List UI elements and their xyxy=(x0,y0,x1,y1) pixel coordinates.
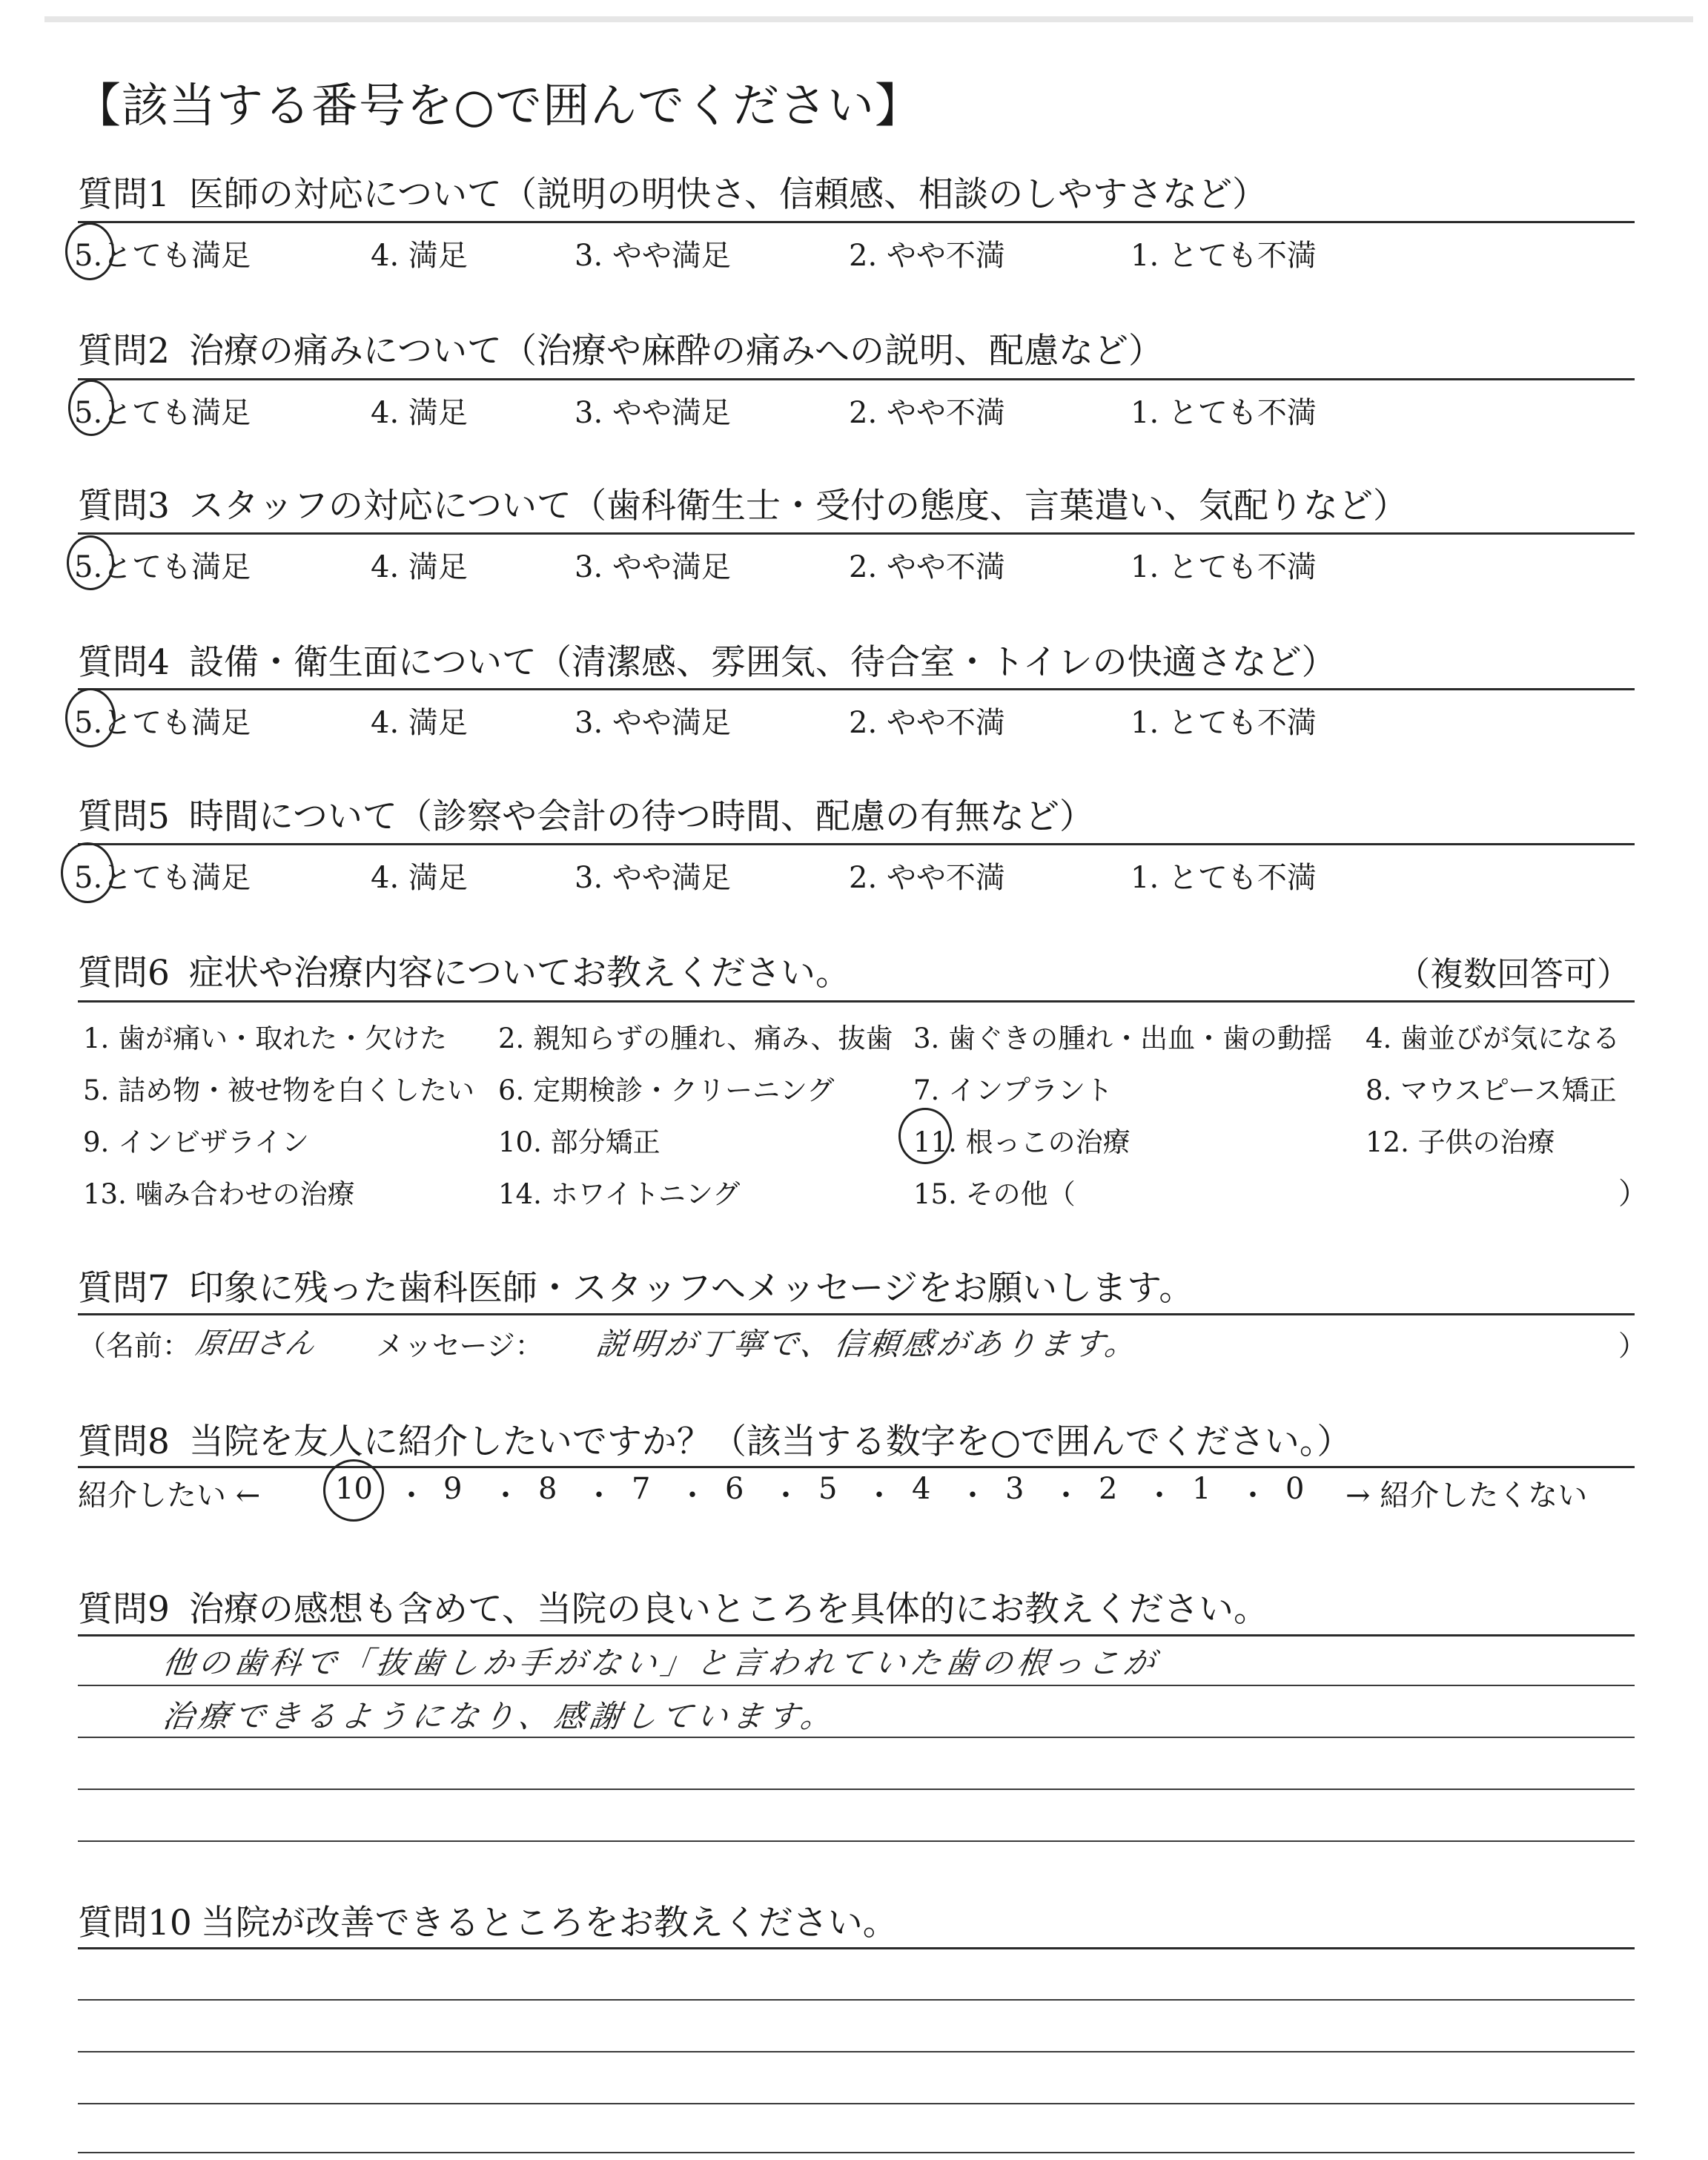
rating-option-5[interactable]: 5.とても満足 xyxy=(74,396,251,430)
rating-option-3[interactable]: 3. やや満足 xyxy=(575,239,731,273)
rating-option-2[interactable]: 2. やや不満 xyxy=(849,550,1005,584)
answer-line xyxy=(78,2152,1635,2153)
treatment-item[interactable]: 13. 噛み合わせの治療 xyxy=(83,1178,355,1210)
scale-separator: ・ xyxy=(864,1479,894,1513)
scale-option-8[interactable]: 8 xyxy=(538,1472,557,1506)
question-divider xyxy=(78,221,1635,223)
scale-separator: ・ xyxy=(678,1479,707,1513)
treatment-item[interactable]: 14. ホワイトニング xyxy=(498,1178,741,1210)
rating-option-2[interactable]: 2. やや不満 xyxy=(849,396,1005,430)
page-top-border xyxy=(44,16,1693,22)
question-5 xyxy=(78,789,1094,839)
question-1 xyxy=(78,167,1267,217)
question-8 xyxy=(78,1414,1351,1464)
scale-separator: ・ xyxy=(1051,1479,1081,1513)
treatment-item[interactable]: 10. 部分矯正 xyxy=(498,1126,661,1158)
rating-option-1[interactable]: 1. とても不満 xyxy=(1131,861,1317,895)
message-value[interactable]: 説明が丁寧で、信頼感があります。 xyxy=(594,1326,1142,1362)
scale-separator: ・ xyxy=(1145,1479,1174,1513)
rating-option-3[interactable]: 3. やや満足 xyxy=(575,550,731,584)
rating-option-5[interactable]: 5.とても満足 xyxy=(74,239,251,273)
scale-option-10[interactable]: 10 xyxy=(335,1472,373,1506)
other-close-paren: ） xyxy=(1618,1177,1648,1211)
question-text: 治療の痛みについて（治療や麻酔の痛みへの説明、配慮など） xyxy=(188,331,1164,371)
message-close-paren: ） xyxy=(1618,1330,1647,1362)
rating-option-5[interactable]: 5.とても満足 xyxy=(74,861,251,895)
answer-line xyxy=(78,1999,1635,2001)
question-label: 質問4 xyxy=(78,642,170,683)
selection-circle xyxy=(68,380,114,436)
rating-option-3[interactable]: 3. やや満足 xyxy=(575,861,731,895)
question-4 xyxy=(78,635,1337,684)
scale-option-5[interactable]: 5 xyxy=(818,1472,838,1506)
question-divider xyxy=(78,688,1635,690)
rating-option-4[interactable]: 4. 満足 xyxy=(371,396,468,430)
scale-separator: ・ xyxy=(958,1479,987,1513)
question-label: 質問2 xyxy=(78,331,170,371)
scale-option-2[interactable]: 2 xyxy=(1099,1472,1118,1506)
question-6 xyxy=(78,945,850,995)
rating-option-1[interactable]: 1. とても不満 xyxy=(1131,396,1317,430)
rating-option-1[interactable]: 1. とても不満 xyxy=(1131,550,1317,584)
question-label: 質問5 xyxy=(78,796,170,837)
question-label: 質問6 xyxy=(78,953,170,994)
selection-circle xyxy=(61,842,114,903)
name-value[interactable]: 原田さん xyxy=(193,1327,317,1361)
rating-option-4[interactable]: 4. 満足 xyxy=(371,706,468,740)
scale-separator: ・ xyxy=(397,1479,426,1513)
question-divider xyxy=(78,378,1635,380)
question-label: 質問3 xyxy=(78,486,170,526)
scale-option-7[interactable]: 7 xyxy=(632,1472,651,1506)
question-label: 質問10 xyxy=(78,1903,192,1943)
treatment-item[interactable]: 4. 歯並びが気になる xyxy=(1366,1023,1621,1054)
question-text: 症状や治療内容についてお教えください。 xyxy=(188,953,850,994)
treatment-item[interactable]: 12. 子供の治療 xyxy=(1366,1126,1555,1158)
question-text: 治療の感想も含めて、当院の良いところを具体的にお教えください。 xyxy=(188,1589,1268,1630)
question-text: 時間について（診察や会計の待つ時間、配慮の有無など） xyxy=(188,796,1094,837)
question-text: 設備・衛生面について（清潔感、雰囲気、待合室・トイレの快適さなど） xyxy=(188,642,1337,683)
treatment-item[interactable]: 15. その他（ xyxy=(913,1178,1076,1210)
scale-right-label: → 紹介したくない xyxy=(1345,1479,1588,1513)
question-text: 当院を友人に紹介したいですか？（該当する数字を○で囲んでください。） xyxy=(188,1421,1352,1462)
question-10 xyxy=(78,1895,898,1945)
scale-separator: ・ xyxy=(771,1479,801,1513)
treatment-item[interactable]: 11. 根っこの治療 xyxy=(913,1126,1131,1158)
question-label: 質問7 xyxy=(78,1268,170,1309)
question-divider xyxy=(78,843,1635,845)
answer-line xyxy=(78,2051,1635,2052)
question-text: 印象に残った歯科医師・スタッフへメッセージをお願いします。 xyxy=(188,1268,1194,1309)
scale-option-6[interactable]: 6 xyxy=(725,1472,744,1506)
answer-text-line[interactable]: 他の歯科で「抜歯しか手がない」と言われていた歯の根っこが xyxy=(160,1645,1162,1681)
answer-line xyxy=(78,1737,1635,1738)
rating-option-2[interactable]: 2. やや不満 xyxy=(849,239,1005,273)
question-divider xyxy=(78,1000,1635,1003)
treatment-item[interactable]: 2. 親知らずの腫れ、痛み、抜歯 xyxy=(498,1023,893,1054)
rating-option-1[interactable]: 1. とても不満 xyxy=(1131,239,1317,273)
question-divider xyxy=(78,532,1635,535)
selection-circle xyxy=(65,222,114,280)
page-title: 【該当する番号を○で囲んでください】 xyxy=(74,79,922,133)
treatment-item[interactable]: 5. 詰め物・被せ物を白くしたい xyxy=(83,1074,475,1106)
rating-option-5[interactable]: 5.とても満足 xyxy=(74,706,251,740)
answer-line xyxy=(78,1840,1635,1842)
answer-line xyxy=(78,1685,1635,1686)
answer-line xyxy=(78,1789,1635,1790)
scale-option-4[interactable]: 4 xyxy=(912,1472,931,1506)
question-3 xyxy=(78,478,1408,528)
rating-option-4[interactable]: 4. 満足 xyxy=(371,550,468,584)
treatment-item[interactable]: 1. 歯が痛い・取れた・欠けた xyxy=(83,1023,448,1054)
treatment-item[interactable]: 8. マウスピース矯正 xyxy=(1366,1074,1617,1106)
name-label: （名前： xyxy=(78,1330,191,1362)
question-9 xyxy=(78,1582,1268,1631)
scale-separator: ・ xyxy=(1238,1479,1268,1513)
question-divider xyxy=(78,1466,1635,1468)
rating-option-3[interactable]: 3. やや満足 xyxy=(575,396,731,430)
rating-option-4[interactable]: 4. 満足 xyxy=(371,861,468,895)
selection-circle xyxy=(67,535,114,590)
question-divider xyxy=(78,1313,1635,1315)
answer-line xyxy=(78,2103,1635,2104)
question-label: 質問8 xyxy=(78,1421,170,1462)
question-label: 質問1 xyxy=(78,174,170,215)
question-text: 医師の対応について（説明の明快さ、信頼感、相談のしやすさなど） xyxy=(188,174,1268,215)
question-text: 当院が改善できるところをお教えください。 xyxy=(200,1903,898,1943)
question-2 xyxy=(78,323,1163,373)
question-divider xyxy=(78,1634,1635,1636)
question-label: 質問9 xyxy=(78,1589,170,1630)
message-row xyxy=(78,1323,1647,1367)
rating-option-2[interactable]: 2. やや不満 xyxy=(849,861,1005,895)
answer-text-line[interactable]: 治療できるようになり、感謝しています。 xyxy=(160,1698,839,1734)
treatment-item[interactable]: 9. インビザライン xyxy=(83,1126,309,1158)
question-divider xyxy=(78,1947,1635,1949)
rating-option-1[interactable]: 1. とても不満 xyxy=(1131,706,1317,740)
scale-option-9[interactable]: 9 xyxy=(443,1472,463,1506)
multiple-answers-note: （複数回答可） xyxy=(1396,954,1630,994)
rating-option-5[interactable]: 5.とても満足 xyxy=(74,550,251,584)
rating-option-4[interactable]: 4. 満足 xyxy=(371,239,468,273)
scale-left-label: 紹介したい ← xyxy=(78,1479,261,1513)
scale-separator: ・ xyxy=(584,1479,614,1513)
selection-circle xyxy=(898,1108,952,1164)
message-label: メッセージ： xyxy=(376,1330,543,1362)
selection-circle xyxy=(323,1459,384,1522)
question-7 xyxy=(78,1261,1194,1310)
treatment-item[interactable]: 6. 定期検診・クリーニング xyxy=(498,1074,835,1106)
treatment-item[interactable]: 3. 歯ぐきの腫れ・出血・歯の動揺 xyxy=(913,1023,1333,1054)
rating-option-3[interactable]: 3. やや満足 xyxy=(575,706,731,740)
scale-option-0[interactable]: 0 xyxy=(1285,1472,1305,1506)
rating-option-2[interactable]: 2. やや不満 xyxy=(849,706,1005,740)
scale-option-1[interactable]: 1 xyxy=(1192,1472,1211,1506)
treatment-item[interactable]: 7. インプラント xyxy=(913,1074,1113,1106)
scale-separator: ・ xyxy=(491,1479,520,1513)
question-text: スタッフの対応について（歯科衛生士・受付の態度、言葉遣い、気配りなど） xyxy=(188,486,1408,526)
scale-option-3[interactable]: 3 xyxy=(1005,1472,1025,1506)
selection-circle xyxy=(65,688,116,747)
